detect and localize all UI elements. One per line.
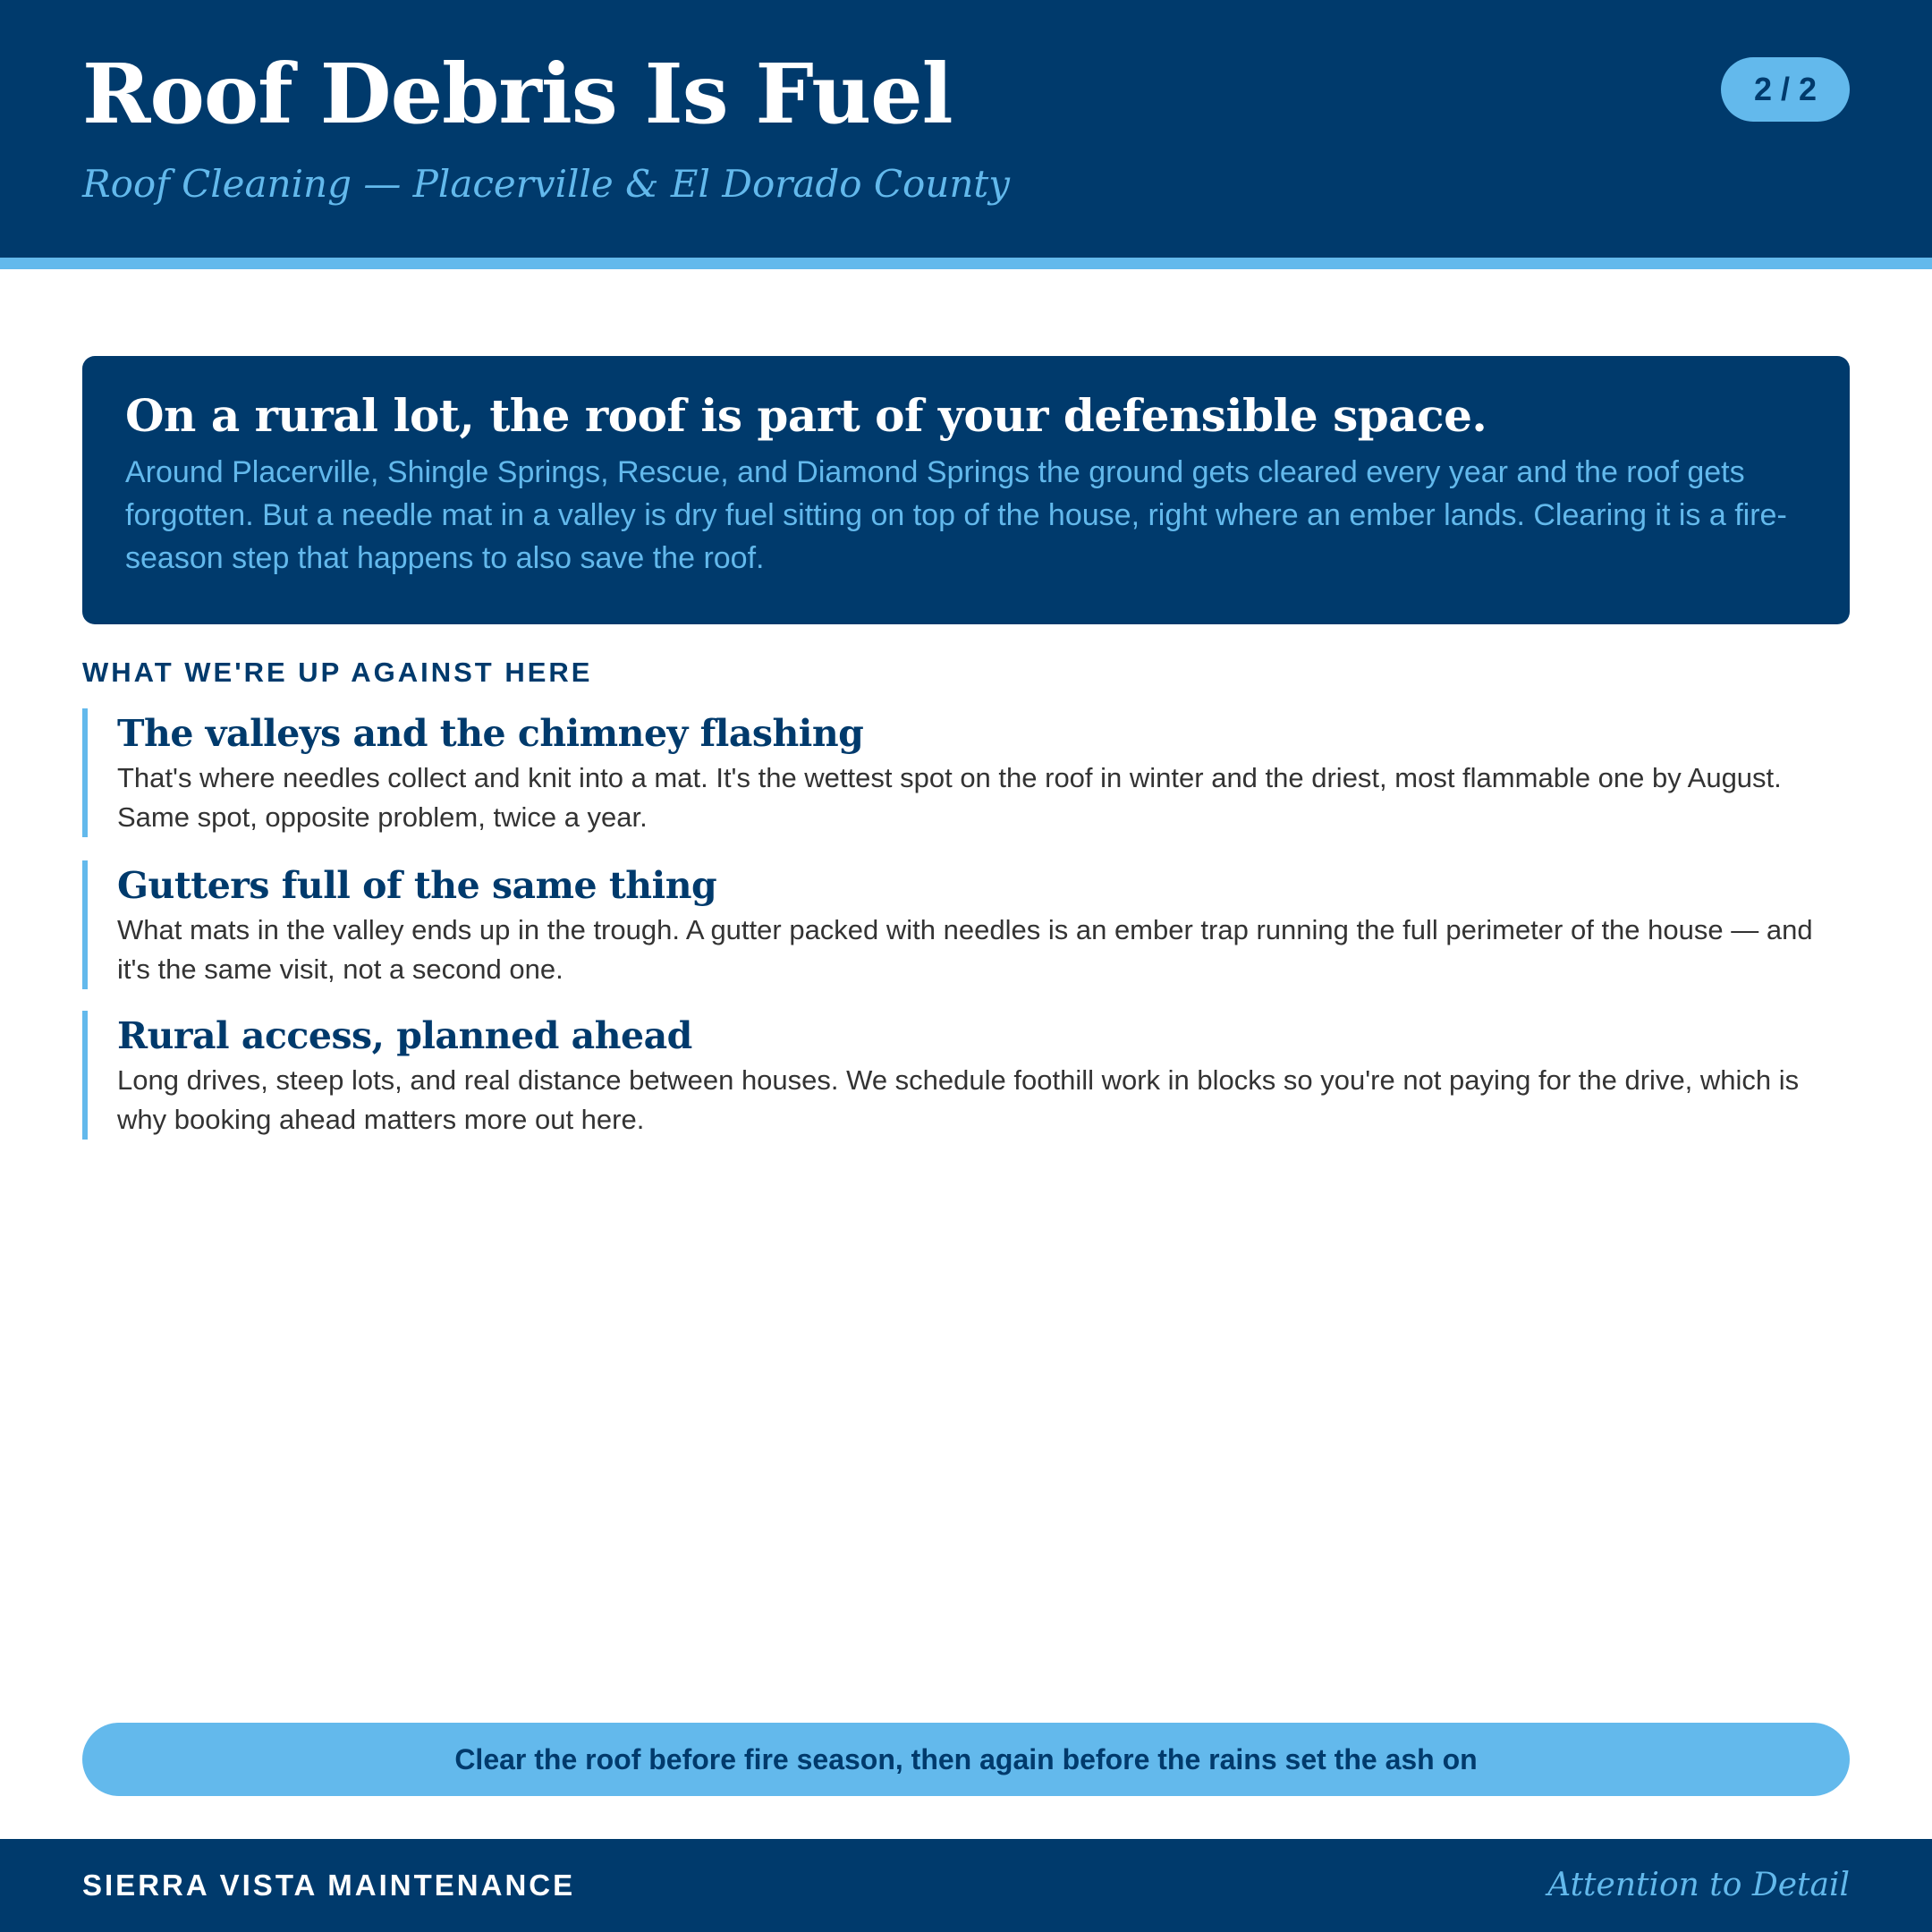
page-subtitle: Roof Cleaning — Placerville & El Dorado County	[82, 162, 1010, 206]
item-body: Long drives, steep lots, and real distance between houses. We schedule foothill work in blocks so you're not paying for the drive, which is why booking ahead matters more out here.	[117, 1064, 1800, 1135]
list-item-valleys	[82, 708, 1850, 837]
header-accent-stripe	[0, 258, 1932, 269]
item-title: Rural access, planned ahead	[117, 1014, 692, 1057]
item-body: That's where needles collect and knit into a mat. It's the wettest spot on the roof in winter and the driest, most flammable one by August. Same spot, opposite problem, twice a year.	[117, 762, 1782, 833]
item-title: The valleys and the chimney flashing	[117, 712, 864, 755]
item-title: Gutters full of the same thing	[117, 864, 717, 907]
callout-box	[82, 356, 1850, 624]
item-body: What mats in the valley ends up in the trough. A gutter packed with needles is an ember trap running the full perimeter of the house — and it's the same visit, not a second one.	[117, 914, 1813, 985]
section-label: WHAT WE'RE UP AGAINST HERE	[82, 657, 593, 688]
brand-tagline: Attention to Detail	[1547, 1867, 1850, 1903]
list-item-gutters	[82, 860, 1850, 989]
page-header	[0, 0, 1932, 258]
brand-name: SIERRA VISTA MAINTENANCE	[82, 1868, 576, 1902]
page-footer	[0, 1839, 1932, 1932]
list-item-rural-access	[82, 1011, 1850, 1140]
page-indicator-badge: 2 / 2	[1721, 57, 1850, 122]
callout-heading: On a rural lot, the roof is part of your defensible space.	[125, 389, 1487, 442]
callout-body: Around Placerville, Shingle Springs, Rescue, and Diamond Springs the ground gets cleared every year and the roof gets forgotten. But a needle mat in a valley is dry fuel sitting on top of the house, right where an ember lands. Clearing it is a fire-season step that happens to also save the roof.	[125, 455, 1787, 575]
call-to-action-banner: Clear the roof before fire season, then again before the rains set the ash on	[82, 1723, 1850, 1796]
page-title: Roof Debris Is Fuel	[82, 46, 953, 142]
